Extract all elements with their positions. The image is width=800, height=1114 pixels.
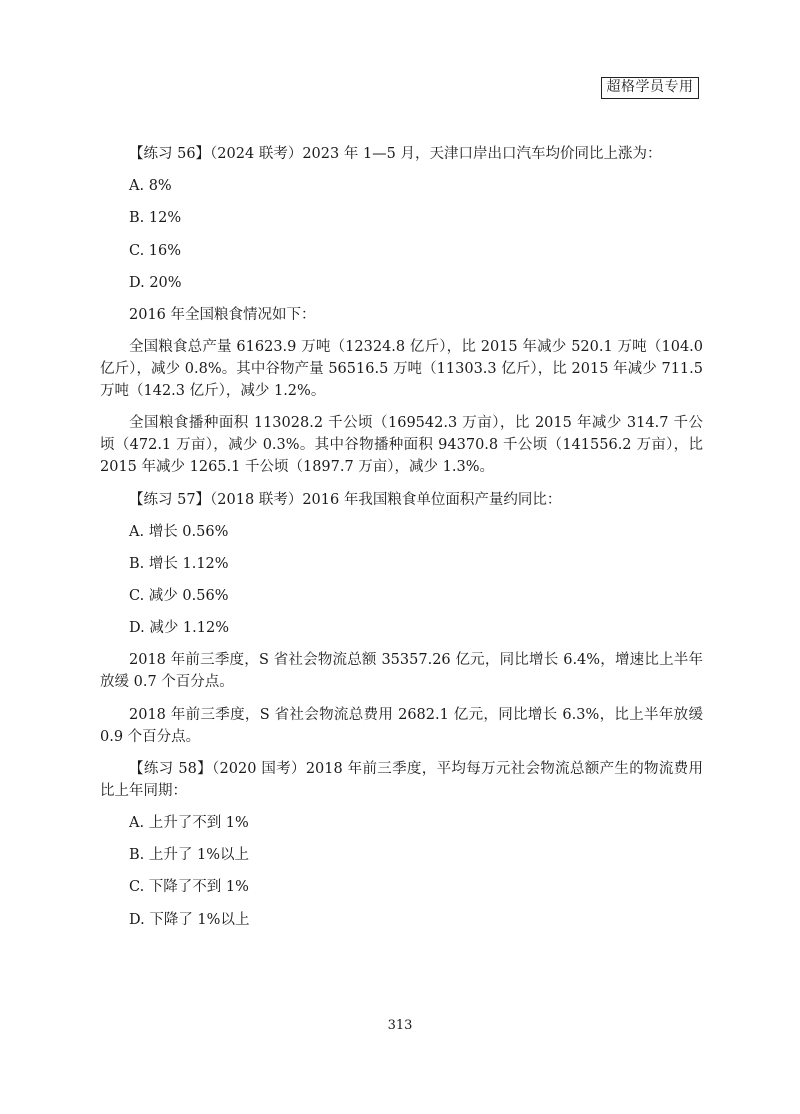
- material-1-paragraph-2: 全国粮食播种面积 113028.2 千公顷（169542.3 万亩），比 2015 年减少 314.7 千公顷（472.1 万亩），减少 0.3%。其中谷物播种面积 94370.8 千公顷（141556.2 万亩），比 2015 年减少 1265.1 千公顷（1897.7 万亩），减少 1.3%。: [100, 415, 703, 476]
- page-number: 313: [387, 1018, 413, 1033]
- question-56-stem: 【练习 56】（2024 联考）2023 年 1—5 月，天津口岸出口汽车均价同比上涨为：: [129, 146, 662, 162]
- question-56-option-a: A. 8%: [129, 178, 172, 195]
- material-2-paragraph-1: 2018 年前三季度，S 省社会物流总额 35357.26 亿元，同比增长 6.4%，增速比上半年放缓 0.7 个百分点。: [100, 652, 703, 691]
- question-58-option-a: A. 上升了不到 1%: [129, 815, 249, 831]
- question-57-option-d: D. 减少 1.12%: [129, 620, 229, 637]
- question-56-option-d: D. 20%: [129, 274, 182, 291]
- question-58-option-d: D. 下降了 1%以上: [129, 911, 250, 928]
- question-58-option-b: B. 上升了 1%以上: [129, 847, 249, 864]
- question-57-option-b: B. 增长 1.12%: [129, 555, 229, 572]
- question-57-option-a: A. 增长 0.56%: [129, 523, 229, 540]
- question-58-option-c: C. 下降了不到 1%: [129, 879, 249, 896]
- watermark-stamp: 超格学员专用: [601, 77, 699, 99]
- question-57-stem: 【练习 57】（2018 联考）2016 年我国粮食单位面积产量约同比：: [129, 491, 562, 508]
- question-56-option-c: C. 16%: [129, 242, 182, 259]
- page-content: [100, 143, 703, 941]
- question-58-stem: 【练习 58】（2020 国考）2018 年前三季度，平均每万元社会物流总额产生的物流费用比上年同期：: [100, 760, 703, 799]
- material-1-intro: 2016 年全国粮食情况如下：: [129, 306, 316, 323]
- question-57-option-c: C. 减少 0.56%: [129, 588, 229, 605]
- material-1-paragraph-1: 全国粮食总产量 61623.9 万吨（12324.8 亿斤），比 2015 年减少 520.1 万吨（104.0 亿斤），减少 0.8%。其中谷物产量 56516.5 万吨（11303.3 亿斤），比 2015 年减少 711.5 万吨（142.3 亿斤），减少 1.2%。: [100, 339, 703, 400]
- question-56-option-b: B. 12%: [129, 210, 182, 227]
- material-2-paragraph-2: 2018 年前三季度，S 省社会物流总费用 2682.1 亿元，同比增长 6.3%，比上半年放缓 0.9 个百分点。: [100, 706, 703, 745]
